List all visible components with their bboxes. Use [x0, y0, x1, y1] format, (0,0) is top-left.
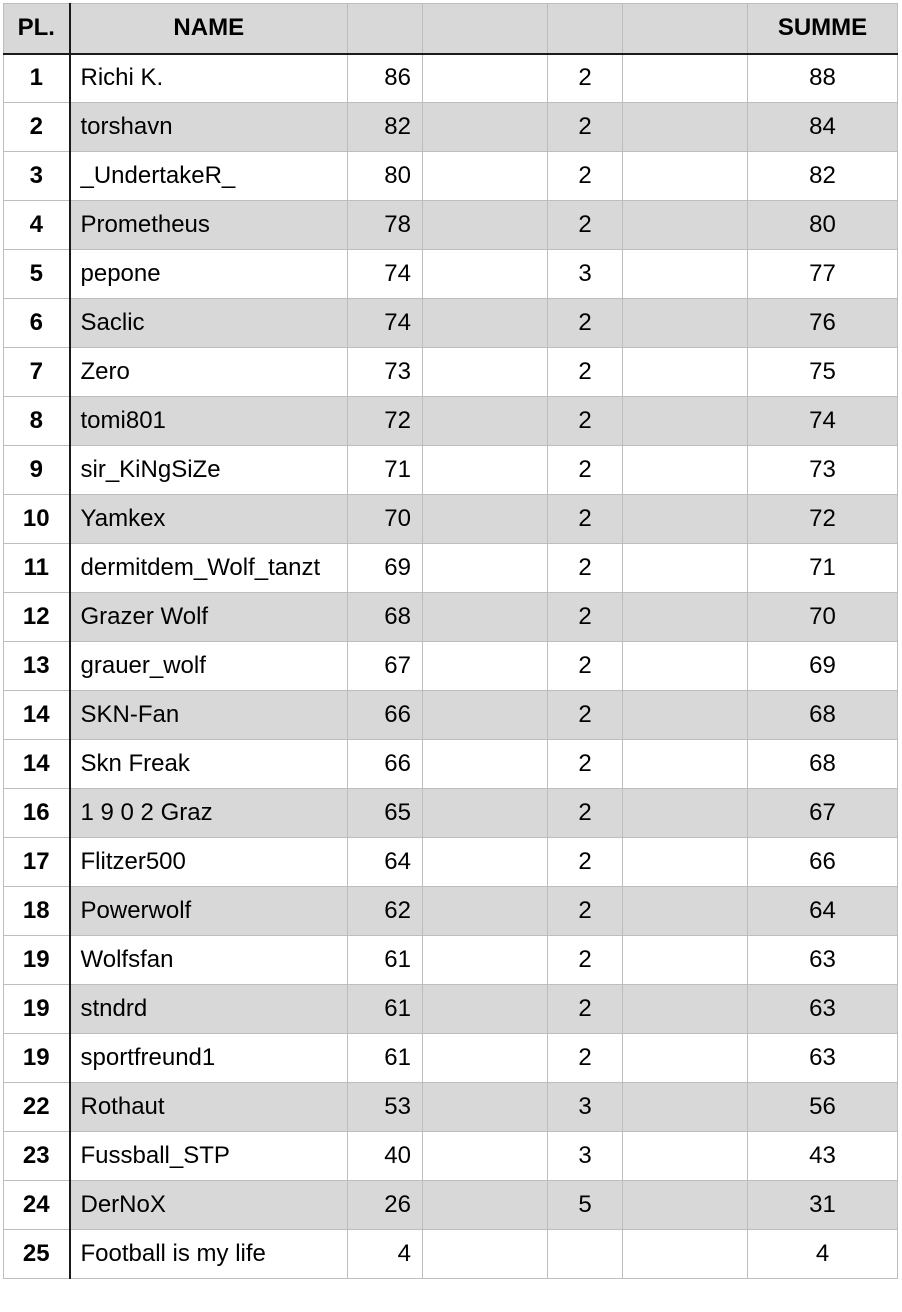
table-row — [4, 887, 898, 936]
table-row — [4, 985, 898, 1034]
empty-cell — [623, 1083, 748, 1132]
empty-cell — [423, 691, 548, 740]
points-cell: 26 — [348, 1181, 423, 1230]
total-cell: 66 — [748, 838, 898, 887]
empty-cell — [623, 691, 748, 740]
name-cell: Grazer Wolf — [70, 593, 348, 642]
table-row — [4, 1083, 898, 1132]
empty-cell — [423, 152, 548, 201]
name-cell: Richi K. — [70, 54, 348, 103]
empty-cell — [423, 642, 548, 691]
empty-cell — [423, 54, 548, 103]
header-total: SUMME — [748, 4, 898, 54]
empty-cell — [423, 1034, 548, 1083]
table-row — [4, 740, 898, 789]
name-cell: Rothaut — [70, 1083, 348, 1132]
points-cell: 71 — [348, 446, 423, 495]
bonus-cell: 2 — [548, 593, 623, 642]
empty-cell — [623, 397, 748, 446]
name-cell: dermitdem_Wolf_tanzt — [70, 544, 348, 593]
empty-cell — [423, 250, 548, 299]
total-cell: 68 — [748, 691, 898, 740]
bonus-cell — [548, 1230, 623, 1279]
total-cell: 63 — [748, 1034, 898, 1083]
total-cell: 82 — [748, 152, 898, 201]
name-cell: sir_KiNgSiZe — [70, 446, 348, 495]
bonus-cell: 2 — [548, 54, 623, 103]
bonus-cell: 2 — [548, 985, 623, 1034]
place-cell: 16 — [4, 789, 70, 838]
empty-cell — [623, 1230, 748, 1279]
name-cell: Fussball_STP — [70, 1132, 348, 1181]
total-cell: 56 — [748, 1083, 898, 1132]
bonus-cell: 2 — [548, 936, 623, 985]
place-cell: 2 — [4, 103, 70, 152]
points-cell: 70 — [348, 495, 423, 544]
table-row — [4, 446, 898, 495]
name-cell: Zero — [70, 348, 348, 397]
name-cell: torshavn — [70, 103, 348, 152]
bonus-cell: 5 — [548, 1181, 623, 1230]
place-cell: 19 — [4, 936, 70, 985]
points-cell: 72 — [348, 397, 423, 446]
points-cell: 66 — [348, 691, 423, 740]
bonus-cell: 2 — [548, 740, 623, 789]
total-cell: 73 — [748, 446, 898, 495]
empty-cell — [423, 1083, 548, 1132]
points-cell: 62 — [348, 887, 423, 936]
points-cell: 67 — [348, 642, 423, 691]
bonus-cell: 2 — [548, 495, 623, 544]
total-cell: 75 — [748, 348, 898, 397]
name-cell: Saclic — [70, 299, 348, 348]
empty-cell — [623, 495, 748, 544]
total-cell: 84 — [748, 103, 898, 152]
empty-cell — [423, 544, 548, 593]
header-col5 — [548, 4, 623, 54]
bonus-cell: 2 — [548, 446, 623, 495]
name-cell: tomi801 — [70, 397, 348, 446]
points-cell: 61 — [348, 936, 423, 985]
name-cell: grauer_wolf — [70, 642, 348, 691]
points-cell: 78 — [348, 201, 423, 250]
ranking-table — [3, 3, 898, 1279]
header-col4 — [423, 4, 548, 54]
name-cell: Football is my life — [70, 1230, 348, 1279]
total-cell: 31 — [748, 1181, 898, 1230]
empty-cell — [423, 1132, 548, 1181]
empty-cell — [623, 740, 748, 789]
total-cell: 4 — [748, 1230, 898, 1279]
header-row — [4, 4, 898, 54]
place-cell: 7 — [4, 348, 70, 397]
empty-cell — [423, 103, 548, 152]
place-cell: 25 — [4, 1230, 70, 1279]
points-cell: 80 — [348, 152, 423, 201]
table-row — [4, 1132, 898, 1181]
name-cell: Wolfsfan — [70, 936, 348, 985]
bonus-cell: 2 — [548, 397, 623, 446]
bonus-cell: 2 — [548, 1034, 623, 1083]
empty-cell — [623, 985, 748, 1034]
points-cell: 53 — [348, 1083, 423, 1132]
total-cell: 63 — [748, 985, 898, 1034]
table-row — [4, 936, 898, 985]
bonus-cell: 2 — [548, 789, 623, 838]
empty-cell — [423, 1230, 548, 1279]
total-cell: 77 — [748, 250, 898, 299]
name-cell: _UndertakeR_ — [70, 152, 348, 201]
empty-cell — [423, 985, 548, 1034]
empty-cell — [423, 593, 548, 642]
empty-cell — [623, 152, 748, 201]
bonus-cell: 2 — [548, 691, 623, 740]
total-cell: 68 — [748, 740, 898, 789]
place-cell: 18 — [4, 887, 70, 936]
empty-cell — [423, 936, 548, 985]
empty-cell — [623, 544, 748, 593]
name-cell: Skn Freak — [70, 740, 348, 789]
empty-cell — [623, 936, 748, 985]
table-row — [4, 1230, 898, 1279]
header-col3 — [348, 4, 423, 54]
points-cell: 68 — [348, 593, 423, 642]
place-cell: 4 — [4, 201, 70, 250]
empty-cell — [423, 446, 548, 495]
place-cell: 19 — [4, 985, 70, 1034]
empty-cell — [623, 446, 748, 495]
place-cell: 6 — [4, 299, 70, 348]
place-cell: 3 — [4, 152, 70, 201]
place-cell: 13 — [4, 642, 70, 691]
table-row — [4, 495, 898, 544]
empty-cell — [423, 299, 548, 348]
table-row — [4, 299, 898, 348]
table-row — [4, 593, 898, 642]
name-cell: SKN-Fan — [70, 691, 348, 740]
table-row — [4, 201, 898, 250]
place-cell: 8 — [4, 397, 70, 446]
table-row — [4, 838, 898, 887]
total-cell: 80 — [748, 201, 898, 250]
points-cell: 64 — [348, 838, 423, 887]
table-row — [4, 103, 898, 152]
empty-cell — [623, 1132, 748, 1181]
bonus-cell: 3 — [548, 1132, 623, 1181]
bonus-cell: 2 — [548, 299, 623, 348]
table-row — [4, 250, 898, 299]
empty-cell — [623, 201, 748, 250]
total-cell: 64 — [748, 887, 898, 936]
place-cell: 12 — [4, 593, 70, 642]
points-cell: 4 — [348, 1230, 423, 1279]
place-cell: 9 — [4, 446, 70, 495]
empty-cell — [423, 887, 548, 936]
points-cell: 86 — [348, 54, 423, 103]
place-cell: 1 — [4, 54, 70, 103]
empty-cell — [623, 250, 748, 299]
bonus-cell: 2 — [548, 152, 623, 201]
place-cell: 22 — [4, 1083, 70, 1132]
table-row — [4, 642, 898, 691]
points-cell: 61 — [348, 985, 423, 1034]
place-cell: 10 — [4, 495, 70, 544]
empty-cell — [623, 1034, 748, 1083]
bonus-cell: 2 — [548, 887, 623, 936]
points-cell: 61 — [348, 1034, 423, 1083]
points-cell: 73 — [348, 348, 423, 397]
points-cell: 65 — [348, 789, 423, 838]
header-col6 — [623, 4, 748, 54]
empty-cell — [423, 397, 548, 446]
name-cell: sportfreund1 — [70, 1034, 348, 1083]
table-row — [4, 544, 898, 593]
empty-cell — [423, 838, 548, 887]
place-cell: 24 — [4, 1181, 70, 1230]
place-cell: 19 — [4, 1034, 70, 1083]
empty-cell — [623, 887, 748, 936]
table-row — [4, 1181, 898, 1230]
place-cell: 11 — [4, 544, 70, 593]
empty-cell — [623, 348, 748, 397]
total-cell: 72 — [748, 495, 898, 544]
header-name: NAME — [70, 4, 348, 54]
empty-cell — [623, 54, 748, 103]
name-cell: 1 9 0 2 Graz — [70, 789, 348, 838]
empty-cell — [623, 593, 748, 642]
bonus-cell: 2 — [548, 838, 623, 887]
empty-cell — [623, 789, 748, 838]
bonus-cell: 2 — [548, 348, 623, 397]
empty-cell — [423, 789, 548, 838]
empty-cell — [623, 1181, 748, 1230]
place-cell: 17 — [4, 838, 70, 887]
empty-cell — [623, 642, 748, 691]
bonus-cell: 2 — [548, 544, 623, 593]
table-row — [4, 1034, 898, 1083]
table-row — [4, 348, 898, 397]
empty-cell — [423, 740, 548, 789]
empty-cell — [623, 838, 748, 887]
total-cell: 88 — [748, 54, 898, 103]
empty-cell — [423, 348, 548, 397]
total-cell: 74 — [748, 397, 898, 446]
name-cell: Powerwolf — [70, 887, 348, 936]
empty-cell — [423, 1181, 548, 1230]
place-cell: 14 — [4, 740, 70, 789]
bonus-cell: 3 — [548, 1083, 623, 1132]
bonus-cell: 3 — [548, 250, 623, 299]
empty-cell — [423, 201, 548, 250]
total-cell: 76 — [748, 299, 898, 348]
total-cell: 69 — [748, 642, 898, 691]
table-row — [4, 789, 898, 838]
name-cell: Flitzer500 — [70, 838, 348, 887]
name-cell: DerNoX — [70, 1181, 348, 1230]
table-row — [4, 152, 898, 201]
total-cell: 43 — [748, 1132, 898, 1181]
name-cell: stndrd — [70, 985, 348, 1034]
empty-cell — [623, 299, 748, 348]
name-cell: pepone — [70, 250, 348, 299]
name-cell: Prometheus — [70, 201, 348, 250]
table-row — [4, 54, 898, 103]
points-cell: 69 — [348, 544, 423, 593]
total-cell: 67 — [748, 789, 898, 838]
empty-cell — [623, 103, 748, 152]
total-cell: 70 — [748, 593, 898, 642]
empty-cell — [423, 495, 548, 544]
name-cell: Yamkex — [70, 495, 348, 544]
total-cell: 63 — [748, 936, 898, 985]
points-cell: 82 — [348, 103, 423, 152]
points-cell: 74 — [348, 250, 423, 299]
table-row — [4, 691, 898, 740]
header-place: PL. — [4, 4, 70, 54]
points-cell: 66 — [348, 740, 423, 789]
bonus-cell: 2 — [548, 642, 623, 691]
place-cell: 5 — [4, 250, 70, 299]
bonus-cell: 2 — [548, 103, 623, 152]
place-cell: 14 — [4, 691, 70, 740]
table-row — [4, 397, 898, 446]
place-cell: 23 — [4, 1132, 70, 1181]
points-cell: 40 — [348, 1132, 423, 1181]
total-cell: 71 — [748, 544, 898, 593]
bonus-cell: 2 — [548, 201, 623, 250]
points-cell: 74 — [348, 299, 423, 348]
